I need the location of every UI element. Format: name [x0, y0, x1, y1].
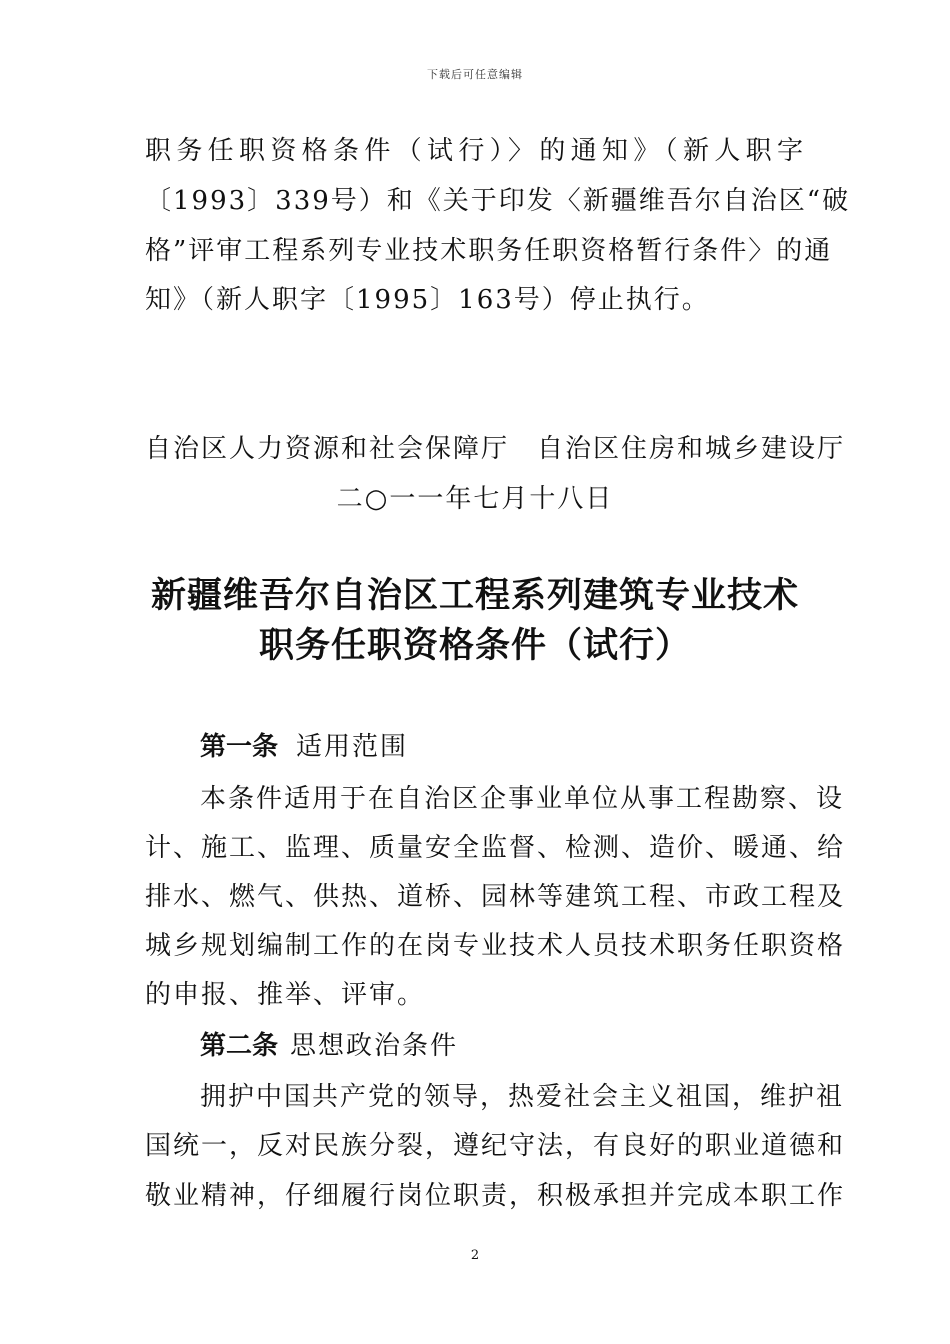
article-1-heading [200, 732, 408, 762]
document-title-line-2: 职务任职资格条件（试行） [258, 626, 691, 666]
article-1-line-3: 排水、燃气、供热、道桥、园林等建筑工程、市政工程及 [145, 882, 846, 912]
article-1-line-2: 计、施工、监理、质量安全监督、检测、造价、暖通、给 [145, 833, 846, 863]
header-note: 下载后可任意编辑 [427, 68, 523, 81]
article-2-number: 第二条 [200, 1031, 279, 1061]
article-2-line-1: 拥护中国共产党的领导，热爱社会主义祖国，维护祖 [200, 1082, 845, 1112]
intro-line-3: 格”评审工程系列专业技术职务任职资格暂行条件〉的通 [145, 236, 833, 266]
intro-line-2: 〔1993〕339号）和《关于印发〈新疆维吾尔自治区“破 [145, 186, 851, 216]
article-2-line-2: 国统一，反对民族分裂，遵纪守法，有良好的职业道德和 [145, 1131, 846, 1161]
signature-date: 二○一一年七月十八日 [336, 484, 614, 514]
article-2-heading [200, 1031, 458, 1061]
intro-line-4: 知》（新人职字〔1995〕163号）停止执行。 [145, 285, 710, 315]
document-title-line-1: 新疆维吾尔自治区工程系列建筑专业技术 [150, 576, 799, 616]
article-1-name: 适用范围 [296, 732, 409, 762]
article-2-name: 思想政治条件 [290, 1031, 459, 1061]
article-2-line-3: 敬业精神，仔细履行岗位职责，积极承担并完成本职工作 [145, 1181, 846, 1211]
article-1-line-5: 的申报、推举、评审。 [145, 980, 426, 1010]
article-1-number: 第一条 [200, 732, 279, 762]
signature-issuers: 自治区人力资源和社会保障厅 自治区住房和城乡建设厅 [145, 434, 846, 464]
intro-line-1: 职务任职资格条件（试行）〉的通知》（新人职字 [145, 136, 805, 166]
article-1-line-4: 城乡规划编制工作的在岗专业技术人员技术职务任职资格 [145, 931, 846, 961]
article-1-line-1: 本条件适用于在自治区企事业单位从事工程勘察、设 [200, 784, 845, 814]
page-number: 2 [470, 1248, 480, 1263]
